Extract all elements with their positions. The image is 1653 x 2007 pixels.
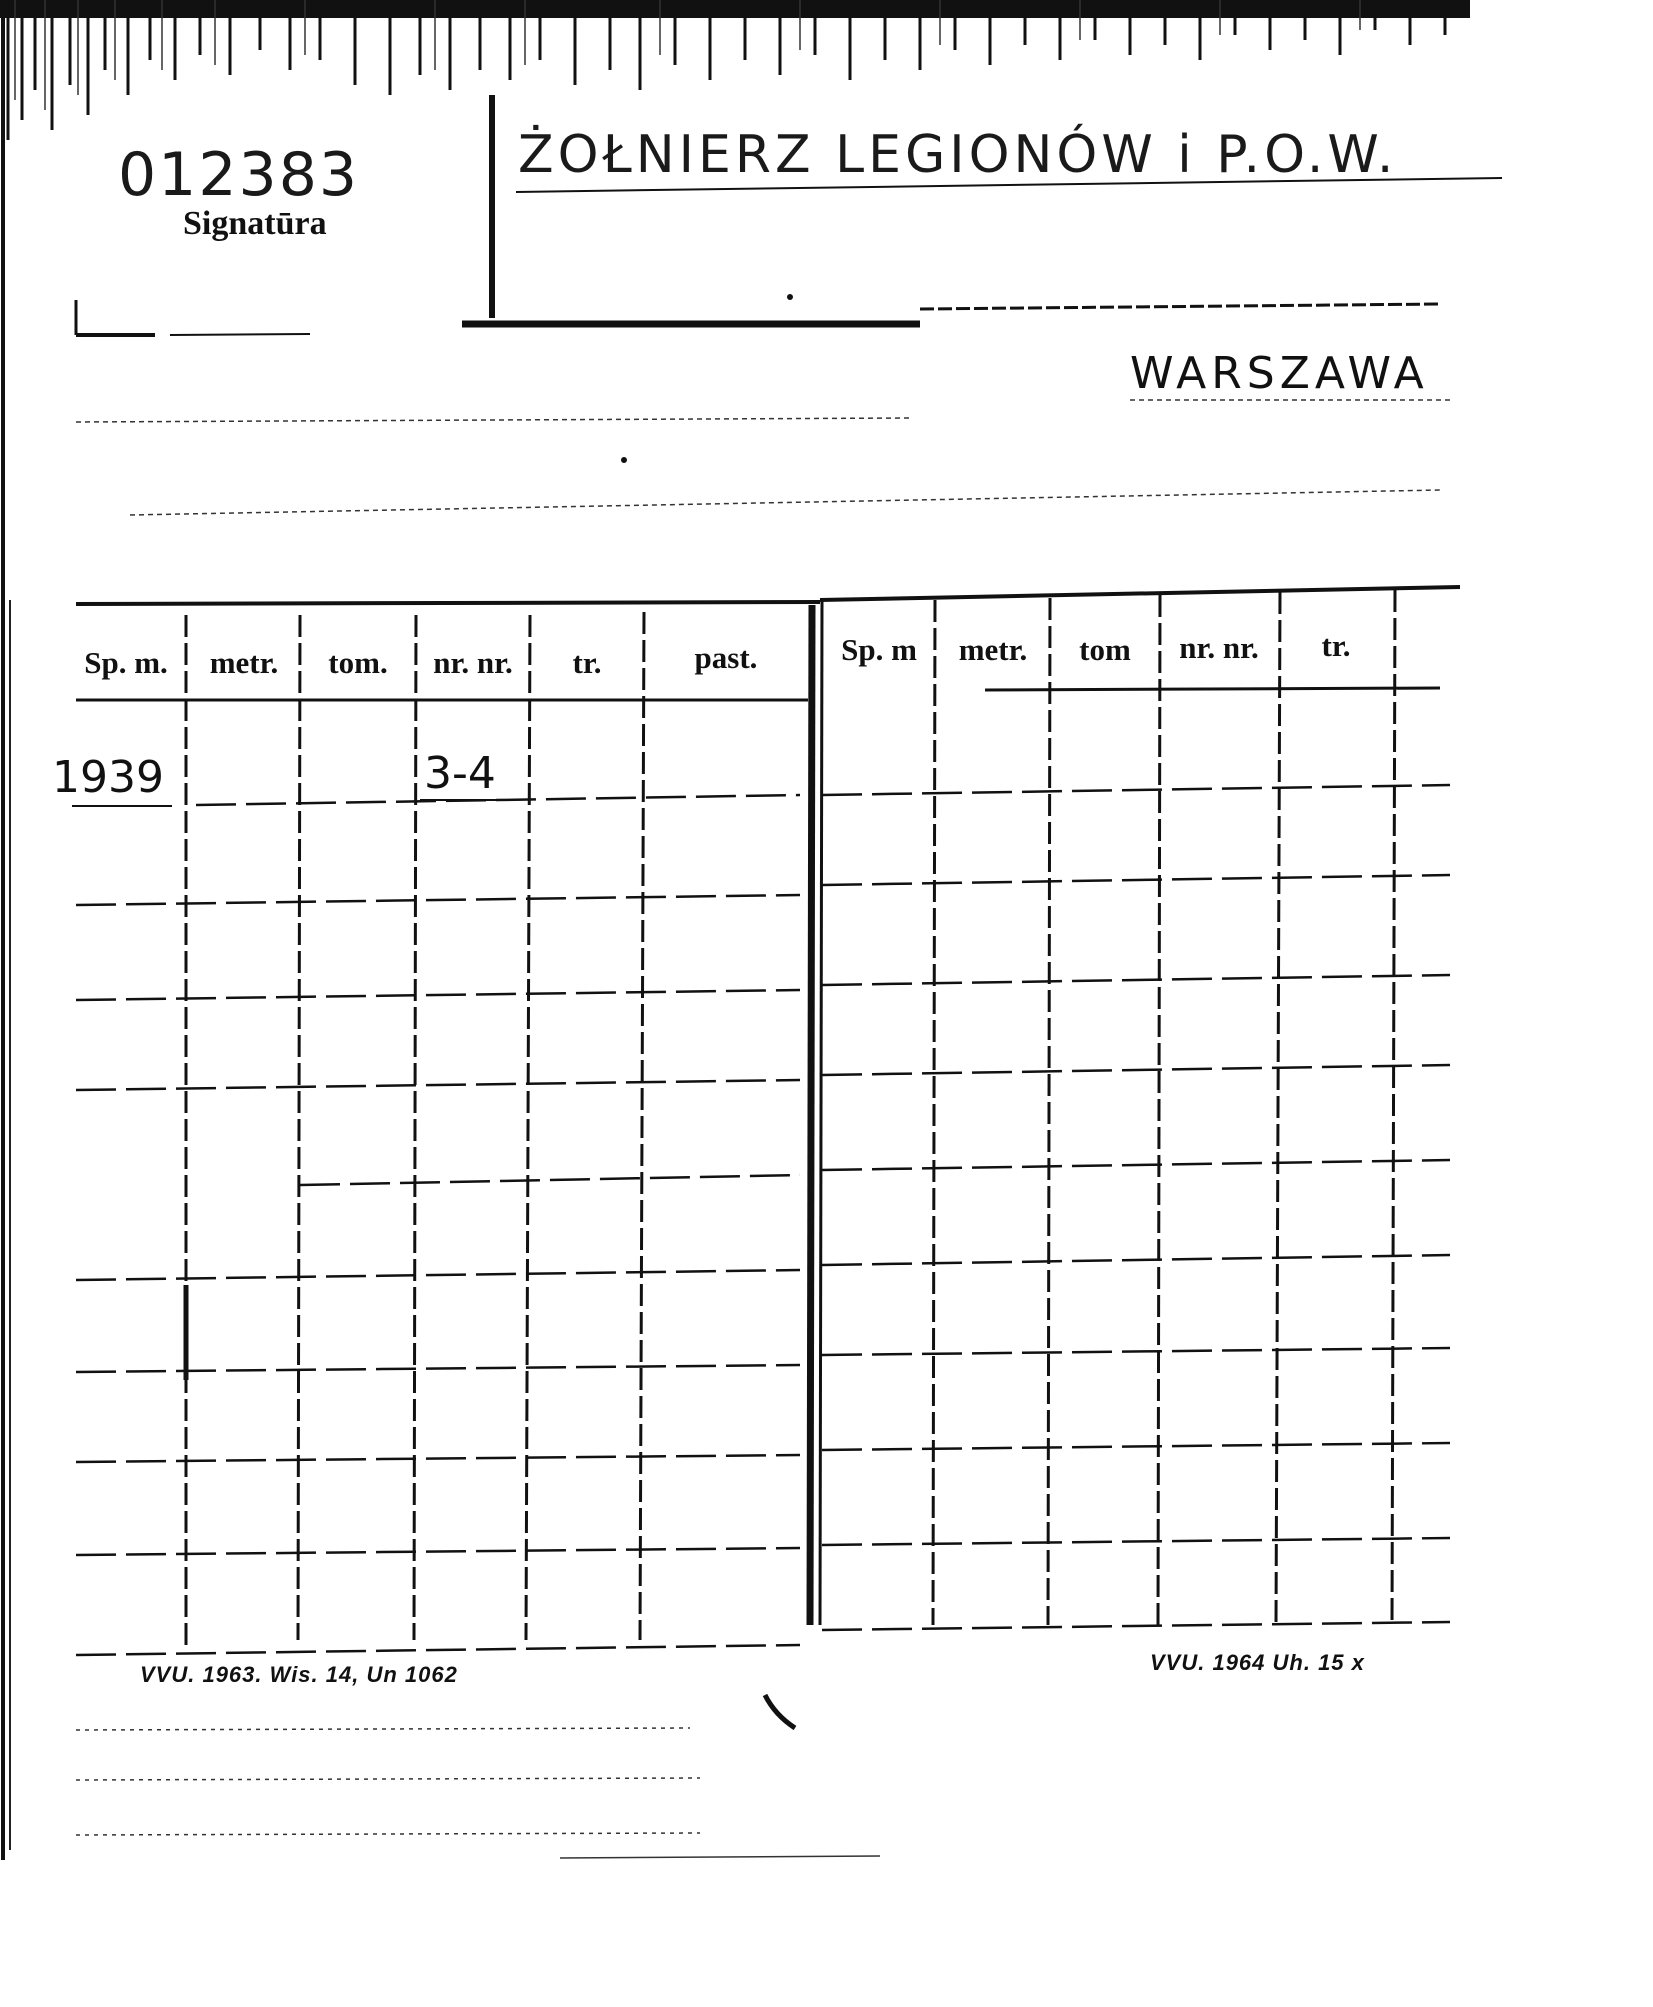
signum-number: 012383 — [118, 140, 360, 210]
header-past-left: past. — [694, 640, 758, 675]
header-nr-left: nr. nr. — [433, 645, 513, 680]
header-metr-left: metr. — [209, 645, 279, 680]
city-label: WARSZAWA — [1130, 348, 1429, 399]
header-sp-m-right: Sp. m — [841, 632, 917, 667]
header-tr-right: tr. — [1321, 628, 1351, 663]
header-tom-right: tom — [1079, 632, 1131, 667]
header-nr-right: nr. nr. — [1179, 630, 1259, 665]
signum-label: Signatūra — [183, 205, 327, 242]
header-sp-m-left: Sp. m. — [84, 645, 168, 680]
header-tr-left: tr. — [572, 645, 602, 680]
header-tom-left: tom. — [328, 645, 388, 680]
row1-numbers: 3-4 — [424, 748, 496, 799]
card-title: ŻOŁNIERZ LEGIONÓW i P.O.W. — [518, 125, 1398, 185]
header-metr-right: metr. — [958, 632, 1028, 667]
footer-note-left: VVU. 1963. Wis. 14, Un 1062 — [140, 1662, 458, 1687]
row1-year: 1939 — [52, 752, 164, 803]
footer-note-right: VVU. 1964 Uh. 15 x — [1150, 1650, 1365, 1675]
